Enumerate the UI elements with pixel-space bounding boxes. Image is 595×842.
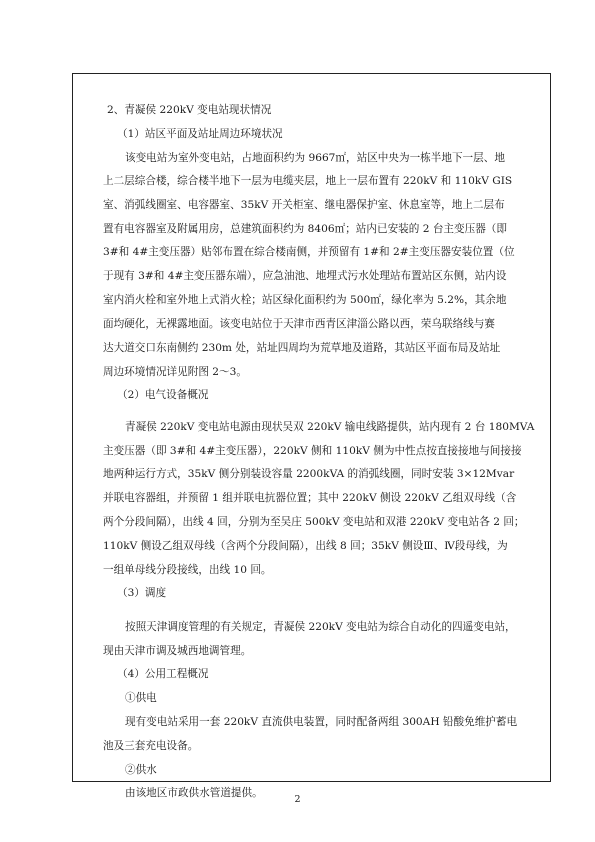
paragraph-line: 面均硬化，无裸露地面。该变电站位于天津市西青区津淄公路以西，荣乌联络线与赛 xyxy=(103,318,495,330)
paragraph-line: 一组单母线分段接线，出线 10 回。 xyxy=(103,564,272,576)
paragraph-line: 达大道交口东南侧约 230m 处，站址四周均为荒草地及道路，其站区平面布局及站址 xyxy=(103,342,501,354)
subsection-heading: （3）调度 xyxy=(117,587,167,599)
section-heading: 2、青凝侯 220kV 变电站现状情况 xyxy=(107,104,272,116)
paragraph-line: 地两种运行方式，35kV 侧分别装设容量 2200kVA 的消弧线圈，同时安装 3×12Mvar xyxy=(103,468,515,480)
document-frame xyxy=(72,73,551,799)
paragraph-line: 由该地区市政供水管道提供。 xyxy=(125,787,263,799)
paragraph-line: 主变压器（即 3#和 4#主变压器），220kV 侧和 110kV 侧为中性点按直接接地与间接接 xyxy=(103,445,522,457)
paragraph-line: 池及三套充电设备。 xyxy=(103,740,199,752)
paragraph-line: 按照天津调度管理的有关规定，青凝侯 220kV 变电站为综合自动化的四遥变电站， xyxy=(125,621,516,633)
paragraph-line: 青凝侯 220kV 变电站电源由现状吴双 220kV 输电线路提供，站内现有 2 台 180MVA xyxy=(125,421,535,433)
subsection-heading: （1）站区平面及站址周边环境状况 xyxy=(117,128,283,140)
paragraph-line: 两个分段间隔），出线 4 回，分别为至吴庄 500kV 变电站和双港 220kV 变电站各 2 回； xyxy=(103,516,525,528)
paragraph-line: 上二层综合楼，综合楼半地下一层为电缆夹层，地上一层布置有 220kV 和 110kV GIS xyxy=(103,175,513,187)
paragraph-line: 现有变电站采用一套 220kV 直流供电装置，同时配备两组 300AH 铅酸免维护蓄电 xyxy=(125,716,518,728)
paragraph-line: 3#和 4#主变压器）贴邻布置在综合楼南侧，并预留有 1#和 2#主变压器安装位置（位 xyxy=(103,246,515,258)
subsection-heading: （2）电气设备概况 xyxy=(117,389,209,401)
paragraph-line: 并联电容器组，并预留 1 组并联电抗器位置；其中 220kV 侧设 220kV 乙组双母线（含 xyxy=(103,492,517,504)
paragraph-line: 现由天津市调及城西地调管理。 xyxy=(103,645,252,657)
paragraph-line: 置有电容器室及附属用房，总建筑面积约为 8406㎡；站内已安装的 2 台主变压器（即 xyxy=(103,223,507,235)
page-number: 2 xyxy=(294,794,301,805)
paragraph-line: 室内消火栓和室外地上式消火栓；站区绿化面积约为 500㎡，绿化率为 5.2%，其余地 xyxy=(103,294,507,306)
paragraph-line: 室、消弧线圈室、电容器室、35kV 开关柜室、继电器保护室、休息室等，地上二层布 xyxy=(103,199,505,211)
item-heading: ①供电 xyxy=(125,692,157,704)
subsection-heading: （4）公用工程概况 xyxy=(117,668,209,680)
paragraph-line: 该变电站为室外变电站，占地面积约为 9667㎡，站区中央为一栋半地下一层、地 xyxy=(125,152,505,164)
paragraph-line: 周边环境情况详见附图 2～3。 xyxy=(103,366,247,378)
paragraph-line: 110kV 侧设乙组双母线（含两个分段间隔），出线 8 回；35kV 侧设Ⅲ、Ⅳ段母线，为 xyxy=(103,540,508,552)
paragraph-line: 于现有 3#和 4#主变压器东端），应急油池、地埋式污水处理站布置站区东侧，站内设 xyxy=(103,270,507,282)
item-heading: ②供水 xyxy=(125,764,157,776)
